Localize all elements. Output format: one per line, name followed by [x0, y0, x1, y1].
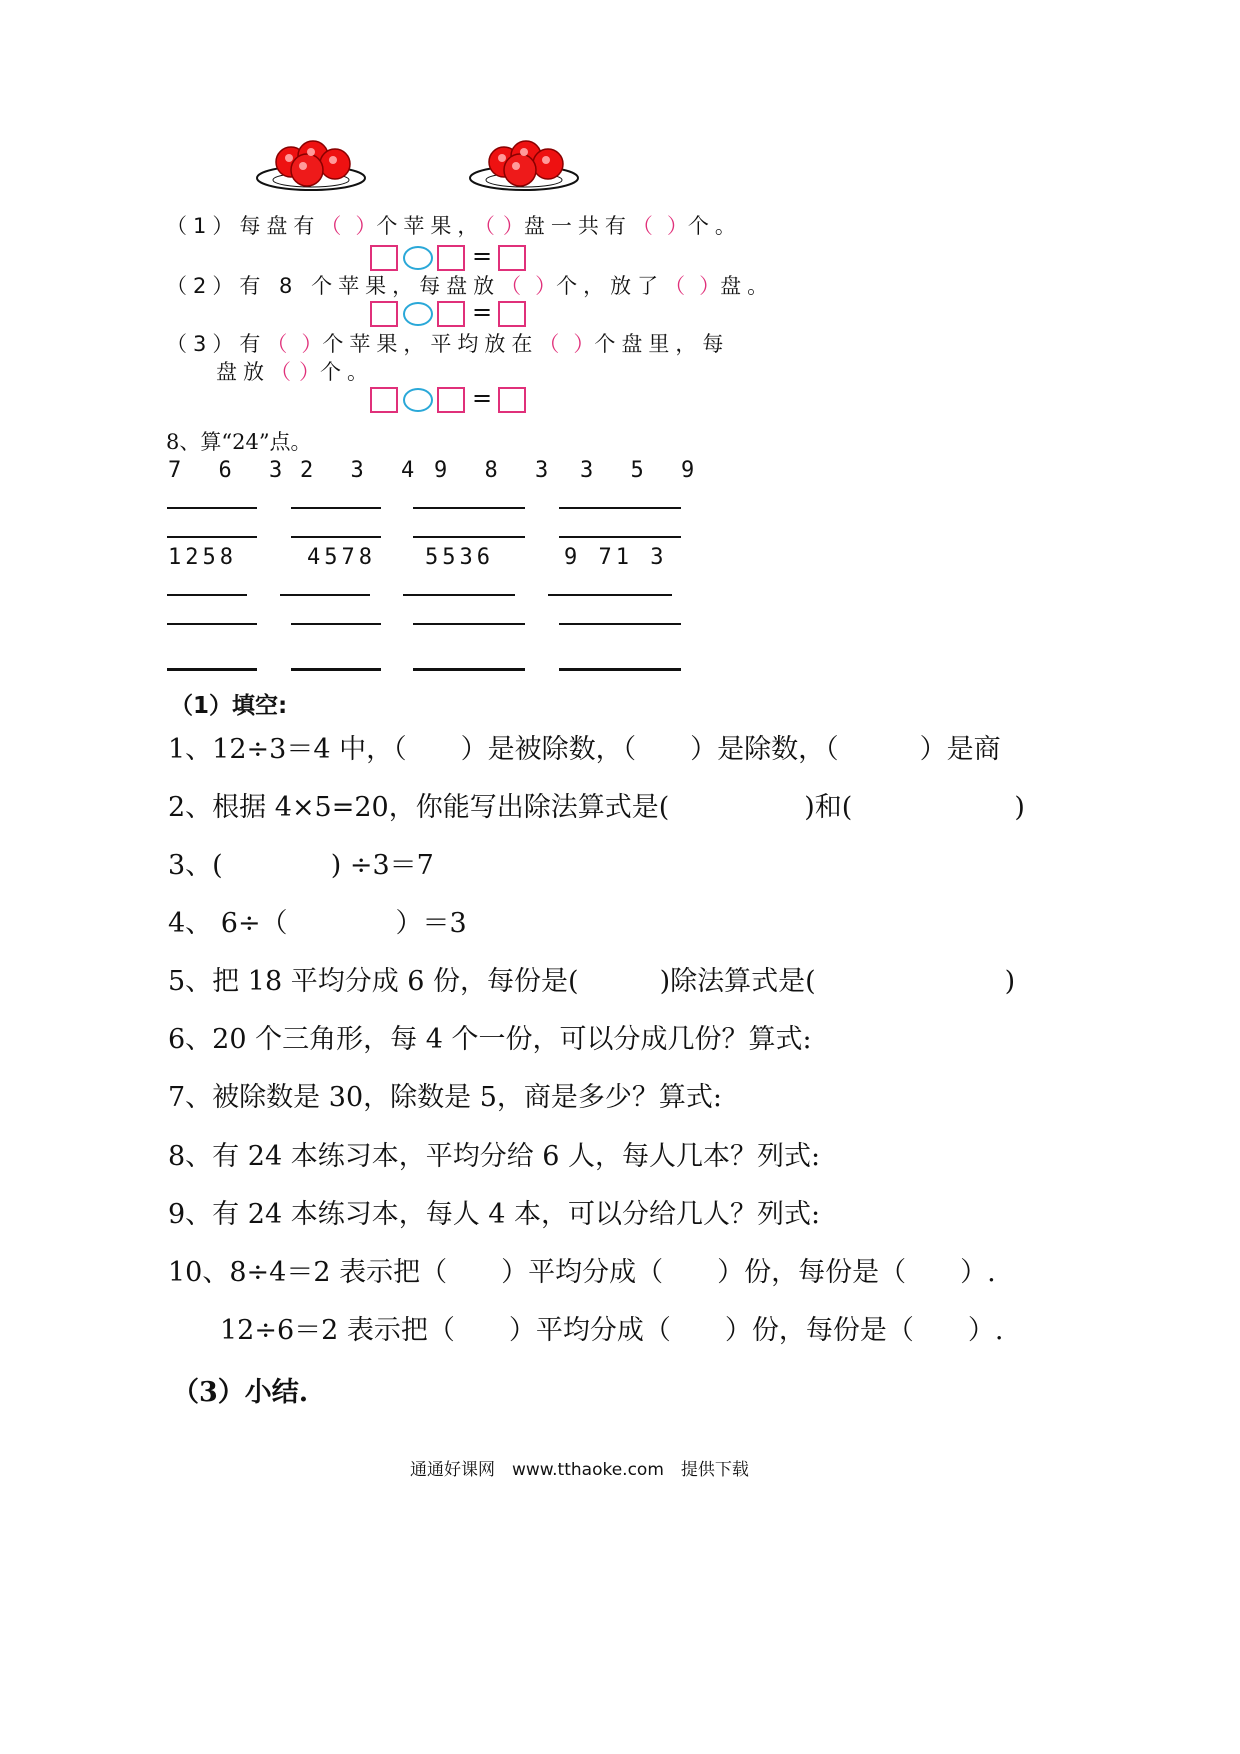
point24-set-5: 1258 [168, 545, 237, 570]
point24-title: 8、算“24”点。 [166, 430, 312, 454]
answer-line[interactable] [403, 594, 515, 596]
fill-item-6: 6、20 个三角形，每 4 个一份，可以分成几份？算式: [168, 1024, 812, 1055]
answer-line[interactable] [291, 507, 381, 509]
apple-question-3-cont: 盘放（ ）个。 [216, 360, 374, 384]
answer-line[interactable] [167, 668, 257, 671]
answer-box[interactable] [437, 245, 465, 271]
apple-question-1: （1）每盘有（ ）个苹果，（ ）盘一共有（ ）个。 [166, 214, 742, 238]
operator-oval[interactable] [403, 246, 433, 270]
point24-set-6: 4578 [307, 545, 376, 570]
operator-oval[interactable] [403, 388, 433, 412]
apple-question-3: （3）有（ ）个苹果，平均放在（ ）个盘里，每 [166, 332, 730, 356]
answer-line[interactable] [167, 507, 257, 509]
answer-line[interactable] [167, 594, 247, 596]
answer-line[interactable] [291, 623, 381, 625]
fill-item-2: 2、根据 4×5=20，你能写出除法算式是( )和( ) [168, 792, 1025, 823]
fill-item-1: 1、12÷3＝4 中，（ ）是被除数，（ ）是除数，（ ）是商 [168, 734, 1001, 765]
point24-set-3: 9 8 3 [434, 458, 561, 483]
answer-line[interactable] [548, 594, 672, 596]
apple-question-2: （2）有 8 个苹果，每盘放（ ）个，放了（ ）盘。 [166, 274, 775, 298]
answer-line[interactable] [167, 623, 257, 625]
answer-box[interactable] [498, 245, 526, 271]
fill-item-10b: 12÷6＝2 表示把（ ）平均分成（ ）份，每份是（ ）. [220, 1315, 1004, 1346]
answer-line[interactable] [559, 507, 681, 509]
fill-item-7: 7、被除数是 30，除数是 5，商是多少？算式: [168, 1082, 722, 1113]
fill-item-8: 8、有 24 本练习本，平均分给 6 人，每人几本？列式: [168, 1141, 821, 1172]
apple-plate-right [468, 140, 580, 192]
equals-sign: = [472, 242, 493, 270]
answer-line[interactable] [559, 536, 681, 538]
answer-line[interactable] [413, 623, 525, 625]
answer-line[interactable] [413, 507, 525, 509]
answer-line[interactable] [291, 536, 381, 538]
answer-line[interactable] [413, 668, 525, 671]
answer-box[interactable] [370, 301, 398, 327]
answer-box[interactable] [437, 387, 465, 413]
answer-line[interactable] [413, 536, 525, 538]
fill-item-3: 3、( ) ÷3＝7 [168, 850, 434, 881]
answer-box[interactable] [498, 387, 526, 413]
answer-line[interactable] [559, 668, 681, 671]
summary-heading: （3）小结. [172, 1377, 309, 1408]
equals-sign: = [472, 298, 493, 326]
point24-set-4: 3 5 9 [580, 458, 707, 483]
fill-blank-header: （1）填空: [170, 693, 288, 719]
operator-oval[interactable] [403, 302, 433, 326]
answer-box[interactable] [498, 301, 526, 327]
point24-set-2: 2 3 4 [300, 458, 427, 483]
answer-box[interactable] [370, 387, 398, 413]
fill-item-10: 10、8÷4＝2 表示把（ ）平均分成（ ）份，每份是（ ）. [168, 1257, 996, 1288]
fill-item-4: 4、 6÷（ ）＝3 [168, 908, 467, 939]
answer-line[interactable] [280, 594, 370, 596]
equals-sign: = [472, 384, 493, 412]
point24-set-1: 7 6 3 [168, 458, 295, 483]
point24-set-8: 9 71 3 [564, 545, 668, 570]
point24-set-7: 5536 [425, 545, 494, 570]
answer-line[interactable] [167, 536, 257, 538]
fill-item-9: 9、有 24 本练习本，每人 4 本，可以分给几人？列式: [168, 1199, 821, 1230]
fill-item-5: 5、把 18 平均分成 6 份，每份是( )除法算式是( ) [168, 966, 1016, 997]
answer-box[interactable] [370, 245, 398, 271]
footer-credit: 通通好课网 www.tthaoke.com 提供下载 [410, 1460, 749, 1480]
answer-line[interactable] [291, 668, 381, 671]
apple-plate-left [255, 140, 367, 192]
answer-box[interactable] [437, 301, 465, 327]
answer-line[interactable] [559, 623, 681, 625]
